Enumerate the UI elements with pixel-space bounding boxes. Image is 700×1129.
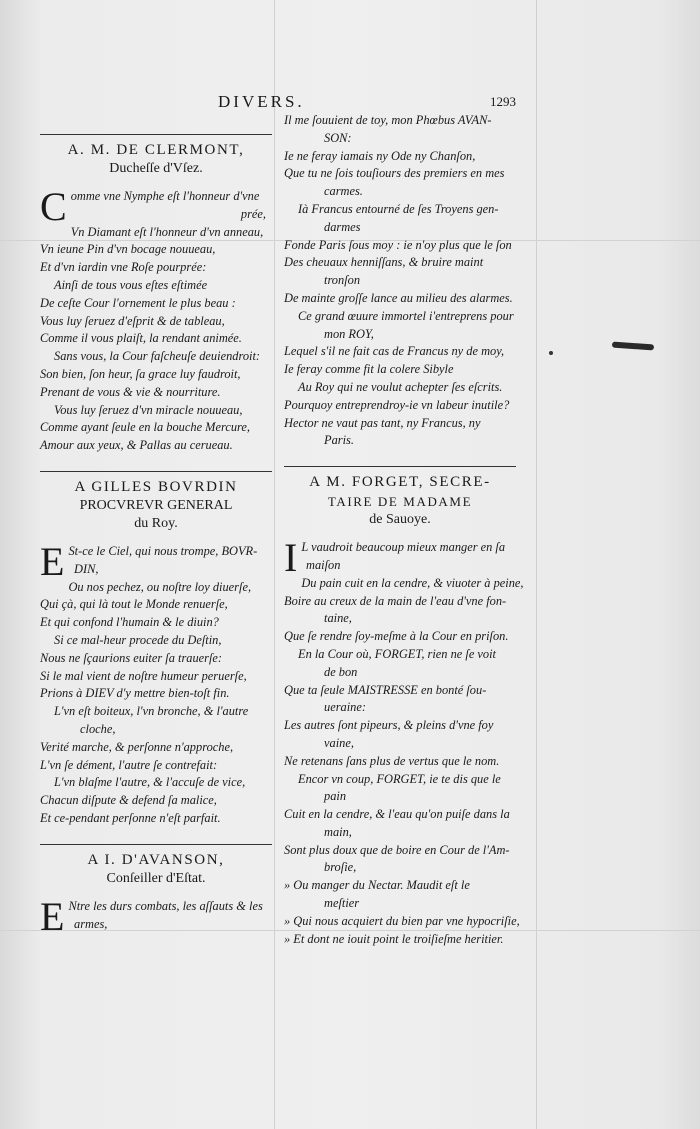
right-column <box>284 112 524 948</box>
verse-line: » Et dont ne iouit point le troiſieſme heritier. <box>284 931 504 946</box>
verse-line: prée, <box>240 206 266 221</box>
verse-line: cloche, <box>80 721 116 736</box>
verse-line: Il me ſouuient de toy, mon Phœbus AVAN- <box>284 113 492 127</box>
verse-line: Chacun diſpute & defend ſa malice, <box>40 793 217 808</box>
page-header <box>0 92 700 114</box>
section-rule <box>40 134 272 135</box>
poem-subtitle: de Sauoye. <box>369 512 431 528</box>
verse-line: Verité marche, & perſonne n'approche, <box>40 739 234 754</box>
verse-line: Ià Francus entourné de ſes Troyens gen- <box>298 201 499 216</box>
verse-line: Comme ayant ſeule en la bouche Mercure, <box>40 420 250 435</box>
poem-title: A M. FORGET, SECRE- <box>309 474 491 491</box>
verse-line: L'vn ſe dément, l'autre ſe contrefait: <box>40 757 218 772</box>
poem-subtitle: Ducheſſe d'Vſez. <box>109 161 203 176</box>
poem-subtitle: du Roy. <box>134 515 178 531</box>
verse-line: Des cheuaux henniſſans, & bruire maint <box>284 255 484 270</box>
verse-line: Et ce-pendant perſonne n'eſt parfait. <box>40 810 221 825</box>
verse-line: Encor vn coup, FORGET, ie te dis que le <box>298 771 501 786</box>
verse-line: Son bien, ſon heur, ſa grace luy faudroit, <box>40 366 241 381</box>
verse-line: De mainte groſſe lance au milieu des alarmes. <box>284 290 513 305</box>
verse-line: mon ROY, <box>324 326 374 341</box>
verse-line: darmes <box>324 219 361 234</box>
section-rule <box>40 471 272 472</box>
verse-line: Vous luy ſeruez d'vn miracle nouueau, <box>54 402 243 417</box>
verse-line: Et d'vn iardin vne Roſe pourprée: <box>40 260 207 275</box>
verse-line: Ie ne feray iamais ny Ode ny Chanſon, <box>284 148 476 163</box>
verse-line: carmes. <box>324 184 363 199</box>
verse-line: Sans vous, la Cour faſcheuſe deuiendroit: <box>54 349 261 364</box>
verse-line: Et qui confond l'humain & le diuin? <box>40 615 219 630</box>
verse-line: Ou nos pechez, ou noſtre loy diuerſe, <box>68 579 252 594</box>
verse-line: Que tu ne ſois touſiours des premiers en mes <box>284 166 505 181</box>
verse-line: Qui çà, qui là tout le Monde renuerſe, <box>40 597 228 612</box>
section-rule <box>284 466 516 467</box>
verse-line: Prions à DIEV d'y mettre bien-toſt fin. <box>40 686 230 701</box>
verse-line: taine, <box>324 611 352 626</box>
drop-cap: E <box>40 893 65 939</box>
verse-line: armes, <box>74 916 108 931</box>
verse-line: Ne retenans ſans plus de vertus que le nom. <box>284 753 500 768</box>
verse-line: pain <box>324 789 347 804</box>
fold-line <box>274 0 275 1129</box>
poem-subtitle: Conſeiller d'Eſtat. <box>106 870 206 886</box>
poem-title: TAIRE DE MADAME <box>327 494 473 510</box>
verse-line: L'vn blaſme l'autre, & l'accuſe de vice, <box>54 775 246 790</box>
verse-line: » Qui nous acquiert du bien par vne hypocriſie, <box>284 913 520 928</box>
verse-line: Comme il vous plaiſt, la rendant animée. <box>40 331 242 346</box>
poem-title: A. M. DE CLERMONT, <box>67 142 245 158</box>
section-rule <box>40 844 272 845</box>
verse-line: de bon <box>324 664 358 679</box>
fold-line <box>536 0 537 1129</box>
poem-title: A GILLES BOVRDIN <box>74 478 238 495</box>
verse-line: broſie, <box>324 860 357 875</box>
verse-line: Vn ieune Pin d'vn bocage nouueau, <box>40 242 216 257</box>
verse-line: Nous ne ſçaurions euiter ſa trauerſe: <box>40 650 223 665</box>
poem-subtitle: PROCVREVR GENERAL <box>79 497 233 513</box>
verse-line: meſtier <box>324 896 360 911</box>
verse-line: En la Cour où, FORGET, rien ne ſe voit <box>298 646 496 661</box>
verse-line: E Ntre les durs combats, les aſſauts & les <box>40 893 263 939</box>
verse-line: main, <box>324 824 352 839</box>
verse-line: L'vn eſt boiteux, l'vn bronche, & l'autre <box>54 704 249 719</box>
verse-line: Comme vne Nymphe eſt l'honneur d'vne <box>40 184 260 229</box>
drop-cap: E <box>40 538 65 584</box>
verse-line: Si le mal vient de noſtre humeur peruerſe, <box>40 668 247 683</box>
verse-line: Si ce mal-heur procede du Deſtin, <box>54 632 222 647</box>
verse-line: Sont plus doux que de boire en Cour de l'Am- <box>284 842 510 857</box>
verse-line: Que ſe rendre ſoy-meſme à la Cour en priſon. <box>284 629 509 644</box>
verse-line: Amour aux yeux, & Pallas au cerueau. <box>40 438 233 453</box>
verse-line: Fonde Paris ſous moy : ie n'oy plus que le ſon <box>284 237 512 252</box>
verse-line: Ce grand œuure immortel i'entreprens pour <box>298 308 514 323</box>
ink-dot <box>549 351 553 355</box>
verse-line: Prenant de vous & vie & nourriture. <box>40 384 221 399</box>
verse-line: E St-ce le Ciel, qui nous trompe, BOVR- <box>40 538 258 584</box>
verse-line: Les autres ſont pipeurs, & pleins d'vne foy <box>284 718 494 733</box>
verse-line: Ie feray comme fit la colere Sibyle <box>284 362 454 377</box>
verse-line: maiſon <box>306 557 341 572</box>
verse-line: Paris. <box>324 433 354 448</box>
verse-line: Pourquoy entreprendroy-ie vn labeur inutile? <box>284 397 510 412</box>
verse-line: ueraine: <box>324 700 366 715</box>
verse-line: Du pain cuit en la cendre, & viuoter à peine, <box>301 575 524 590</box>
verse-line: I L vaudroit beaucoup mieux manger en ſa <box>284 535 506 581</box>
verse-line: Hector ne vaut pas tant, ny Francus, ny <box>284 415 481 430</box>
drop-cap: I <box>284 535 298 581</box>
verse-line: Au Roy qui ne voulut achepter ſes eſcrits. <box>298 379 503 394</box>
left-column <box>40 126 272 939</box>
verse-line: vaine, <box>324 735 354 750</box>
poem-title: A I. D'AVANSON, <box>87 851 225 868</box>
page-number: 1293 <box>490 94 516 109</box>
verse-line: Ainſi de tous vous eſtes eſtimée <box>54 277 208 292</box>
verse-line: Que ta ſeule MAISTRESSE en bonté ſou- <box>284 682 487 697</box>
verse-line: Cuit en la cendre, & l'eau qu'on puiſe dans la <box>284 807 510 822</box>
ink-stain <box>612 342 654 351</box>
verse-line: Vn Diamant eſt l'honneur d'vn anneau, <box>70 224 264 239</box>
verse-line: Boire au creux de la main de l'eau d'vne fon- <box>284 593 507 608</box>
verse-line: De ceſte Cour l'ornement le plus beau : <box>40 295 236 310</box>
verse-line: Lequel s'il ne fait cas de Francus ny de moy, <box>284 344 505 359</box>
verse-line: DIN, <box>74 561 99 576</box>
verse-line: SON: <box>324 130 352 145</box>
running-title: DIVERS. <box>218 92 305 111</box>
verse-line: » Ou manger du Nectar. Maudit eſt le <box>284 878 470 893</box>
verse-line: Vous luy ſeruez d'eſprit & de tableau, <box>40 313 225 328</box>
drop-cap: C <box>40 184 67 229</box>
verse-line: tronſon <box>324 273 361 288</box>
